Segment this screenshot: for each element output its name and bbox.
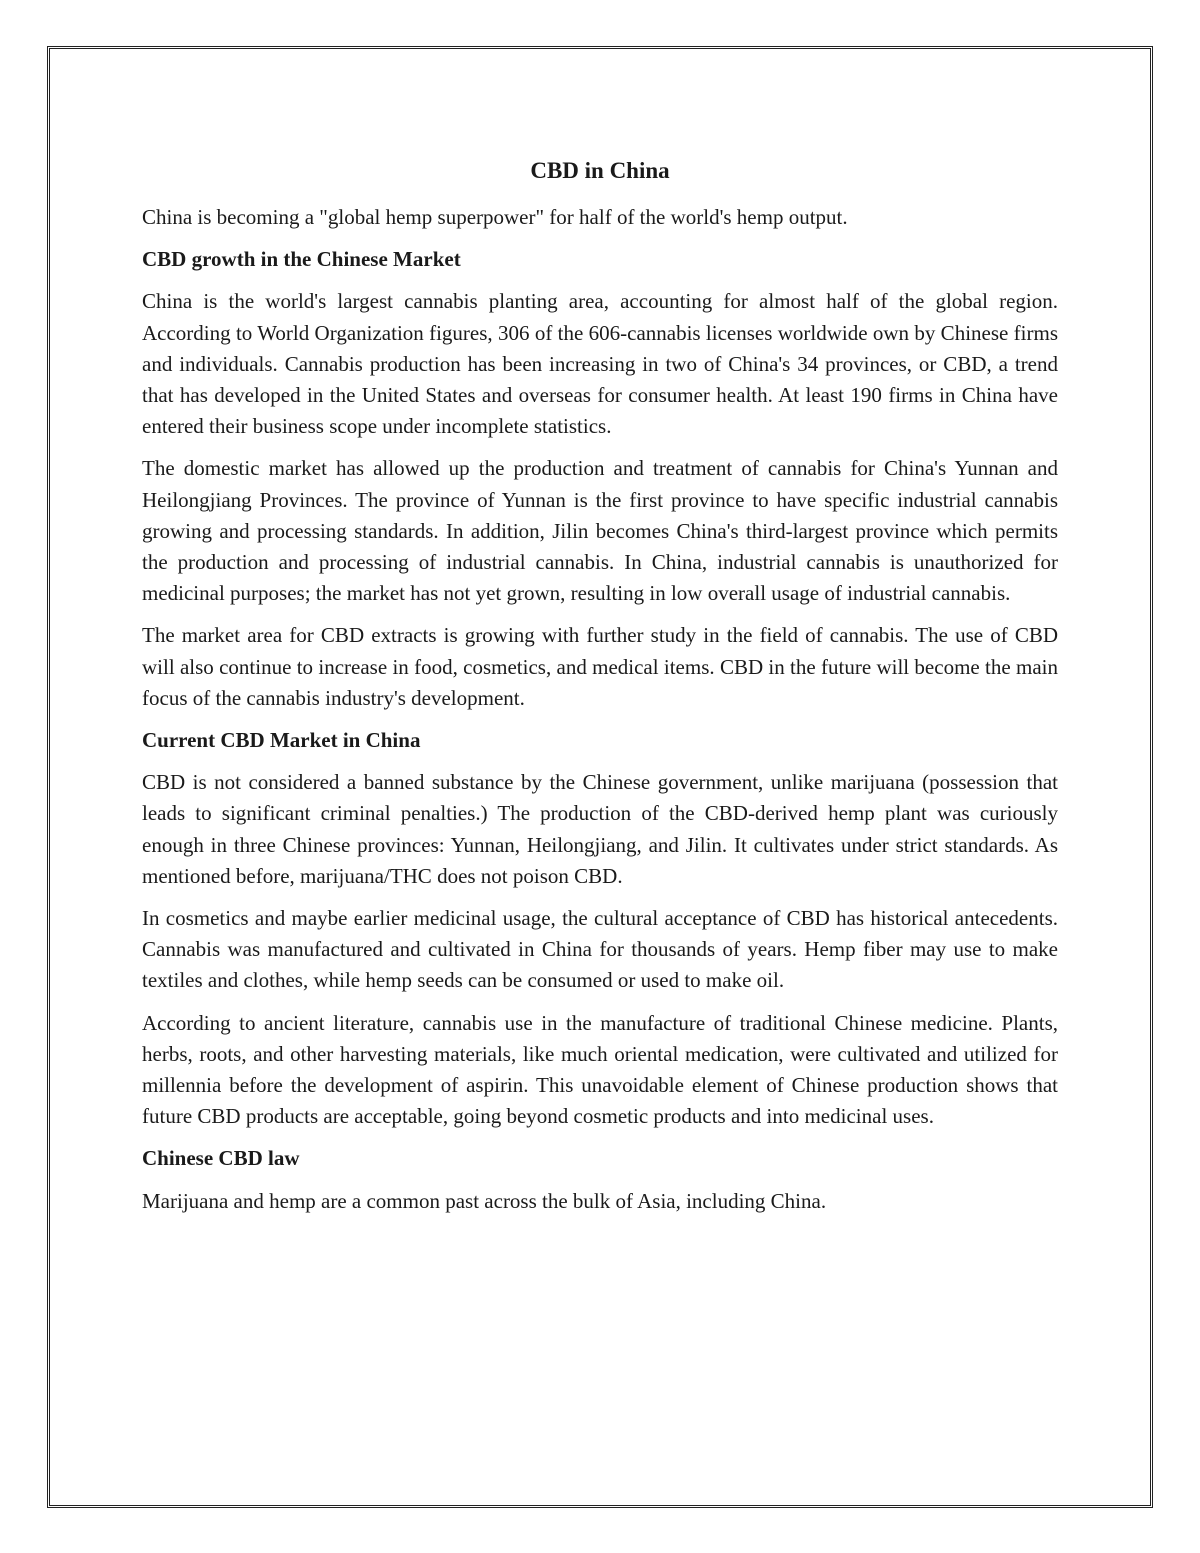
paragraph: CBD is not considered a banned substance by the Chinese government, unlike marijuana (possession that leads to significant criminal penalties.) The production of the CBD-derived hemp plant was curiously enough in three Chinese provinces: Yunnan, Heilongjiang, and Jilin. It cultivates under strict standards. As mentioned before, marijuana/THC does not poison CBD. bbox=[142, 770, 1058, 888]
paragraph: In cosmetics and maybe earlier medicinal usage, the cultural acceptance of CBD has historical antecedents. Cannabis was manufactured and cultivated in China for thousands of years. Hemp fiber may use to make textiles and clothes, while hemp seeds can be consumed or used to make oil. bbox=[142, 906, 1058, 993]
paragraph: The domestic market has allowed up the production and treatment of cannabis for China's Yunnan and Heilongjiang Provinces. The province of Yunnan is the first province to have specific industrial cannabis growing and processing standards. In addition, Jilin becomes China's third-largest province which permits the production and processing of industrial cannabis. In China, industrial cannabis is unauthorized for medicinal purposes; the market has not yet grown, resulting in low overall usage of industrial cannabis. bbox=[142, 456, 1058, 606]
document-title: CBD in China bbox=[530, 158, 670, 183]
paragraph: China is the world's largest cannabis planting area, accounting for almost half of the global region. According to World Organization figures, 306 of the 606-cannabis licenses worldwide own by Chinese firms and individuals. Cannabis production has been increasing in two of China's 34 provinces, or CBD, a trend that has developed in the United States and overseas for consumer health. At least 190 firms in China have entered their business scope under incomplete statistics. bbox=[142, 289, 1058, 439]
section-heading-current-market: Current CBD Market in China bbox=[142, 728, 421, 753]
document-body bbox=[142, 152, 1058, 1228]
section-heading-growth: CBD growth in the Chinese Market bbox=[142, 247, 461, 272]
paragraph: The market area for CBD extracts is growing with further study in the field of cannabis. The use of CBD will also continue to increase in food, cosmetics, and medical items. CBD in the future will become the main focus of the cannabis industry's development. bbox=[142, 623, 1058, 710]
intro-paragraph: China is becoming a "global hemp superpower" for half of the world's hemp output. bbox=[142, 205, 848, 229]
paragraph: Marijuana and hemp are a common past across the bulk of Asia, including China. bbox=[142, 1188, 827, 1213]
section-heading-law: Chinese CBD law bbox=[142, 1146, 300, 1171]
paragraph: According to ancient literature, cannabis use in the manufacture of traditional Chinese medicine. Plants, herbs, roots, and other harvesting materials, like much oriental medication, were cultivated and utilized for millennia before the development of aspirin. This unavoidable element of Chinese production shows that future CBD products are acceptable, going beyond cosmetic products and into medicinal uses. bbox=[142, 1010, 1058, 1129]
